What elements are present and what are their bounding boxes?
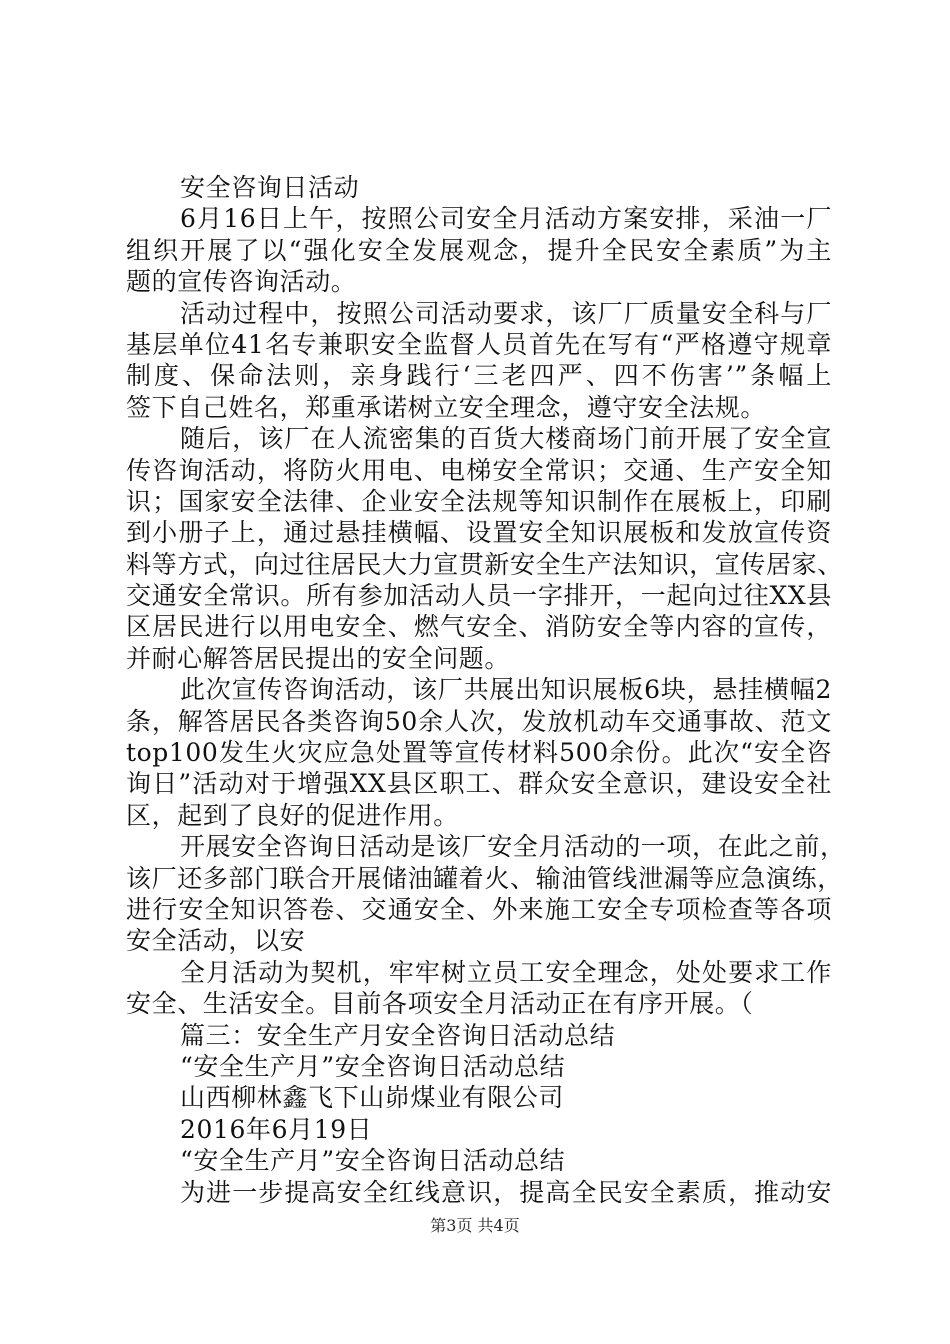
text-line: top100发生火灾应急处置等宣传材料500余份。此次“安全咨 [126,738,832,768]
text-line: 制度、保命法则，亲身践行‘三老四严、四不伤害’”条幅上 [126,361,832,391]
text-line: 6月16日上午，按照公司安全月活动方案安排，采油一厂 [180,204,832,234]
text-line: 全月活动为契机，牢牢树立员工安全理念，处处要求工作 [180,957,832,987]
text-line: 签下自己姓名，郑重承诺树立安全理念，遵守安全法规。 [126,392,767,422]
text-line: 并耐心解答居民提出的安全问题。 [126,643,511,673]
text-line: 山西柳林鑫飞下山峁煤业有限公司 [180,1083,565,1113]
text-line: 区，起到了良好的促进作用。 [126,800,459,830]
text-line: 到小册子上，通过悬挂横幅、设置安全知识展板和发放宣传资 [126,518,832,548]
text-line: 开展安全咨询日活动是该厂安全月活动的一项，在此之前， [180,832,846,862]
text-line: 2016年6月19日 [180,1114,373,1144]
text-line: 安全咨询日活动 [180,173,360,202]
text-line: 为进一步提高安全红线意识，提高全民安全素质，推动安 [180,1177,832,1207]
text-line: “安全生产月”安全咨询日活动总结 [180,1146,566,1176]
text-line: 此次宣传咨询活动，该厂共展出知识展板6块，悬挂横幅2 [180,675,832,705]
text-line: 该厂还多部门联合开展储油罐着火、输油管线泄漏等应急演练， [126,863,843,893]
document-body [126,172,846,1208]
text-line: 条，解答居民各类咨询50余人次，发放机动车交通事故、范文 [126,706,832,736]
page-footer: 第3页 共4页 [430,1216,520,1235]
text-line: 组织开展了以“强化安全发展观念，提升全民安全素质”为主 [126,235,832,265]
text-line: 题的宣传咨询活动。 [126,267,357,297]
text-line: 活动过程中，按照公司活动要求，该厂厂质量安全科与厂 [180,298,832,328]
text-line: 篇三：安全生产月安全咨询日活动总结 [180,1020,616,1050]
text-line: 基层单位41名专兼职安全监督人员首先在写有“严格遵守规章 [126,329,832,359]
text-line: 识；国家安全法律、企业安全法规等知识制作在展板上，印刷 [126,486,832,516]
text-line: 询日”活动对于增强XX县区职工、群众安全意识，建设安全社 [126,769,832,799]
text-line: 料等方式，向过往居民大力宣贯新安全生产法知识，宣传居家、 [126,549,843,579]
text-line: 安全活动，以安 [126,926,306,956]
text-line: 随后，该厂在人流密集的百货大楼商场门前开展了安全宣 [180,424,832,454]
text-line: 传咨询活动，将防火用电、电梯安全常识；交通、生产安全知 [126,455,832,485]
text-line: 进行安全知识答卷、交通安全、外来施工安全专项检查等各项 [126,894,832,924]
text-line: 区居民进行以用电安全、燃气安全、消防安全等内容的宣传， [126,612,832,642]
text-line: 交通安全常识。所有参加活动人员一字排开，一起向过往XX县 [126,581,832,611]
text-line: “安全生产月”安全咨询日活动总结 [180,1051,566,1081]
text-line: 安全、生活安全。目前各项安全月活动正在有序开展。（ [126,989,754,1019]
